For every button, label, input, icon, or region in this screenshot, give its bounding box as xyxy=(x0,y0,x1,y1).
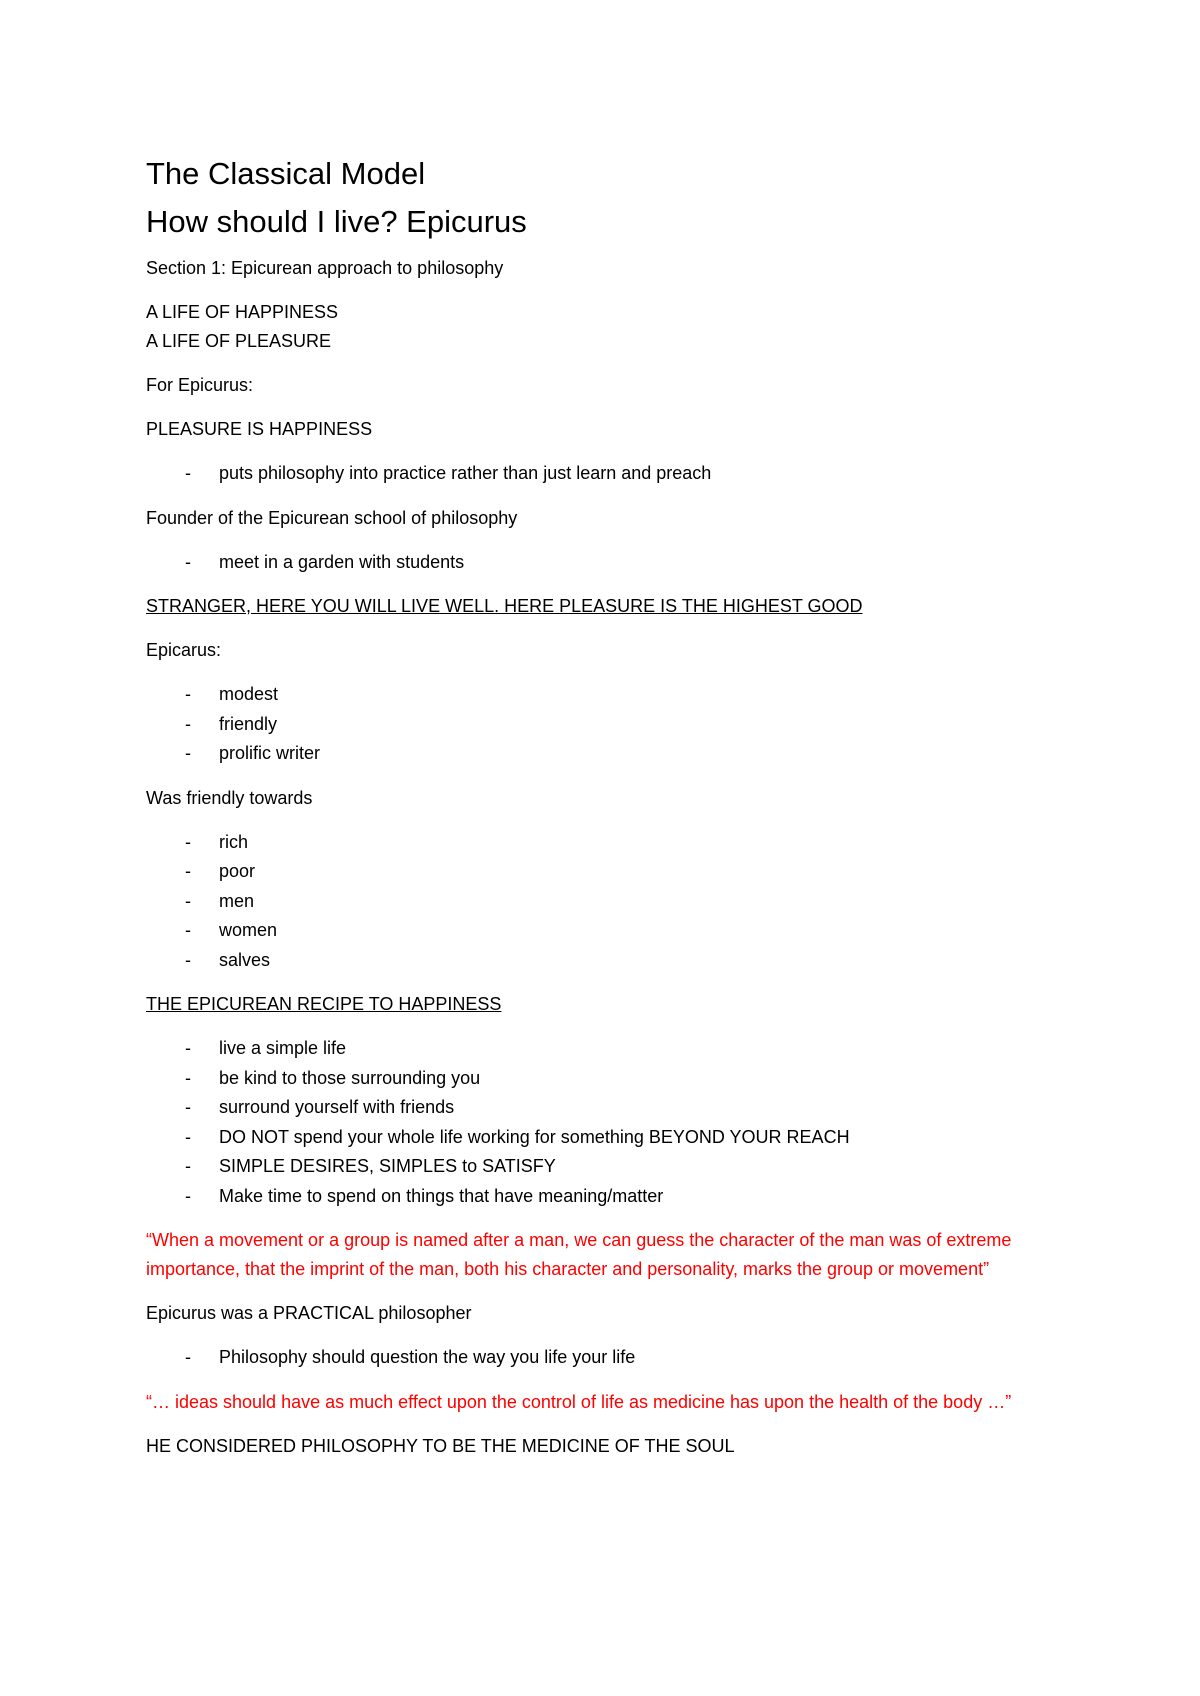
list-item: - Philosophy should question the way you life your life xyxy=(146,1343,1066,1373)
section-heading: Section 1: Epicurean approach to philosophy xyxy=(146,258,504,278)
list-item: - friendly xyxy=(146,710,1066,740)
list-item: - be kind to those surrounding you xyxy=(146,1064,1066,1094)
question-list xyxy=(146,1343,1066,1373)
practice-list xyxy=(146,459,1066,489)
towards-list xyxy=(146,828,1066,976)
founder-line: Founder of the Epicurean school of philosophy xyxy=(146,507,518,528)
list-item: - women xyxy=(146,916,1066,946)
list-item: - prolific writer xyxy=(146,739,1066,769)
list-item: - men xyxy=(146,887,1066,917)
life-pleasure-line: A LIFE OF PLEASURE xyxy=(146,331,332,351)
list-item: - modest xyxy=(146,680,1066,710)
list-item: - live a simple life xyxy=(146,1034,1066,1064)
quote-medicine: “… ideas should have as much effect upon the control of life as medicine has upon the health of the body …” xyxy=(146,1391,1012,1412)
friendly-towards-line: Was friendly towards xyxy=(146,787,313,808)
list-item: - DO NOT spend your whole life working for something BEYOND YOUR REACH xyxy=(146,1123,1066,1153)
title-line-1: The Classical Model xyxy=(146,156,426,191)
garden-list xyxy=(146,548,1066,578)
traits-list xyxy=(146,680,1066,769)
document-body xyxy=(146,150,1066,1461)
list-item: - surround yourself with friends xyxy=(146,1093,1066,1123)
epicarus-label: Epicarus: xyxy=(146,640,222,660)
list-item: - meet in a garden with students xyxy=(146,548,1066,578)
quote-movement: “When a movement or a group is named after a man, we can guess the character of the man was of extreme importance, that the imprint of the man, both his character and personality, marks the group or movement” xyxy=(146,1230,1012,1279)
title-line-2: How should I live? Epicurus xyxy=(146,204,527,239)
pleasure-is-happiness-line: PLEASURE IS HAPPINESS xyxy=(146,419,373,439)
list-item: - SIMPLE DESIRES, SIMPLES to SATISFY xyxy=(146,1152,1066,1182)
list-item: - poor xyxy=(146,857,1066,887)
list-item: - rich xyxy=(146,828,1066,858)
life-happiness-line: A LIFE OF HAPPINESS xyxy=(146,302,339,322)
list-item: - Make time to spend on things that have meaning/matter xyxy=(146,1182,1066,1212)
list-item: - puts philosophy into practice rather than just learn and preach xyxy=(146,459,1066,489)
stranger-motto: STRANGER, HERE YOU WILL LIVE WELL. HERE PLEASURE IS THE HIGHEST GOOD xyxy=(146,596,863,616)
for-epicurus-line: For Epicurus: xyxy=(146,375,254,395)
recipe-heading: THE EPICUREAN RECIPE TO HAPPINESS xyxy=(146,994,502,1014)
list-item: - salves xyxy=(146,946,1066,976)
practical-line: Epicurus was a PRACTICAL philosopher xyxy=(146,1303,472,1323)
medicine-soul-line: HE CONSIDERED PHILOSOPHY TO BE THE MEDICINE OF THE SOUL xyxy=(146,1435,735,1456)
recipe-list xyxy=(146,1034,1066,1211)
